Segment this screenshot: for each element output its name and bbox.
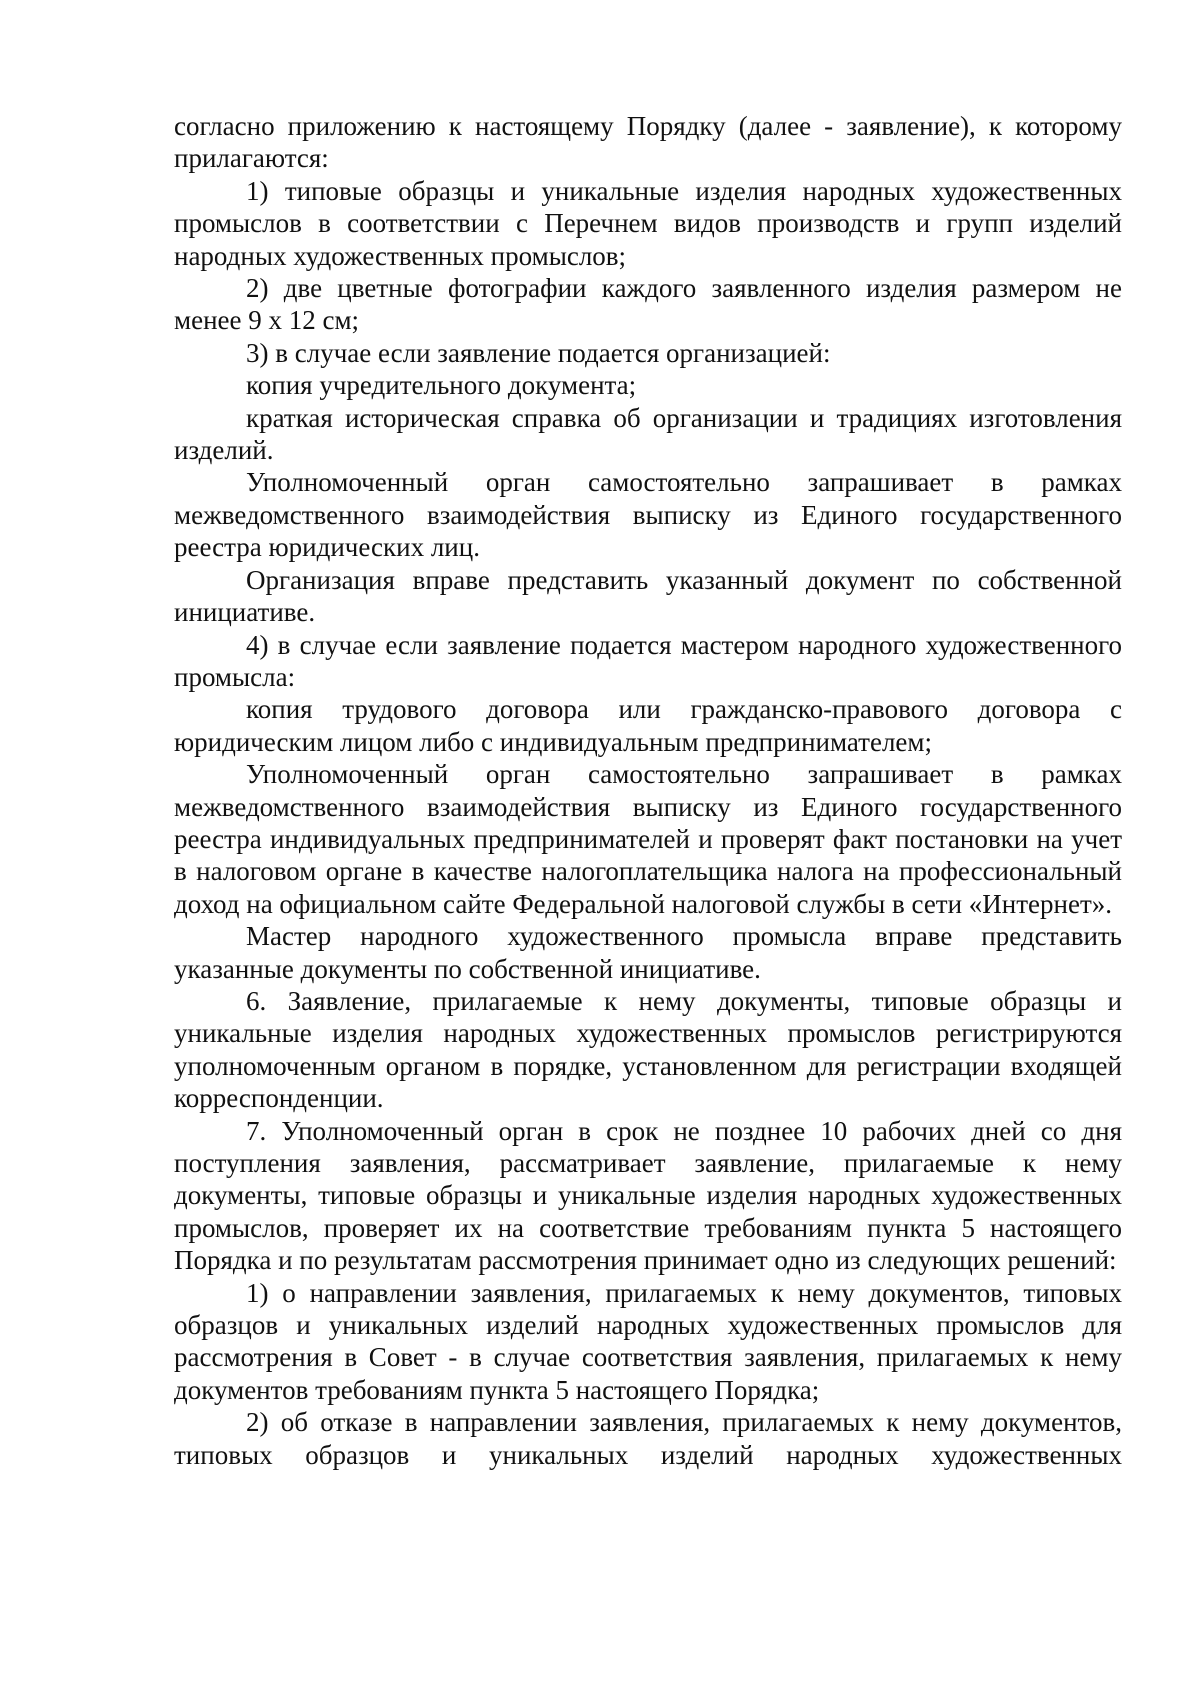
paragraph-master-right: Мастер народного художественного промысла вправе представить указанные документы по собственной инициативе. — [174, 921, 1122, 984]
list-item-samples: 1) типовые образцы и уникальные изделия народных художественных промыслов в соответствии с Перечнем видов производств и групп изделий народных художественных промыслов; — [174, 175, 1122, 271]
decision-2-refusal: 2) об отказе в направлении заявления, прилагаемых к нему документов, типовых образцов и уникальных изделий народных художественных — [174, 1407, 1122, 1470]
paragraph-legal-entity-register: Уполномоченный орган самостоятельно запрашивает в рамках межведомственного взаимодействия выписку из Единого государственного реестра юридических лиц. — [174, 467, 1122, 563]
list-item-photos: 2) две цветные фотографии каждого заявленного изделия размером не менее 9 х 12 см; — [174, 273, 1122, 336]
paragraph-continuation: согласно приложению к настоящему Порядку (далее - заявление), к которому прилагаются: — [174, 111, 1122, 174]
document-page — [174, 110, 1122, 1471]
clause-6-registration: 6. Заявление, прилагаемые к нему документы, типовые образцы и уникальные изделия народных художественных промыслов регистрируются уполномоченным органом в порядке, установленном для регистрации входящей корреспонденции. — [174, 985, 1122, 1114]
sub-item-historical-note: краткая историческая справка об организации и традициях изготовления изделий. — [174, 402, 1122, 466]
sub-item-contract-copy: копия трудового договора или гражданско-правового договора с юридическим лицом либо с индивидуальным предпринимателем; — [174, 694, 1122, 757]
sub-item-founding-document: копия учредительного документа; — [246, 370, 637, 401]
paragraph-entrepreneur-register: Уполномоченный орган самостоятельно запрашивает в рамках межведомственного взаимодействия выписку из Единого государственного реестра индивидуальных предпринимателей и проверят факт постановки на учет в налоговом органе в качестве налогоплательщика налога на профессиональный доход на официальном сайте Федеральной налоговой службы в сети «Интернет». — [174, 759, 1122, 919]
clause-7-review: 7. Уполномоченный орган в срок не позднее 10 рабочих дней со дня поступления заявления, рассматривает заявление, прилагаемые к нему документы, типовые образцы и уникальные изделия народных художественных промыслов, проверяет их на соответствие требованиям пункта 5 настоящего Порядка и по результатам рассмотрения принимает одно из следующих решений: — [174, 1115, 1122, 1276]
decision-1-forward: 1) о направлении заявления, прилагаемых к нему документов, типовых образцов и уникальных изделий народных художественных промыслов для рассмотрения в Совет - в случае соответствия заявления, прилагаемых к нему документов требованиям пункта 5 настоящего Порядка; — [174, 1277, 1122, 1405]
list-item-master: 4) в случае если заявление подается мастером народного художественного промысла: — [174, 629, 1122, 692]
paragraph-organization-right: Организация вправе представить указанный документ по собственной инициативе. — [174, 564, 1122, 628]
list-item-organization: 3) в случае если заявление подается организацией: — [246, 337, 831, 368]
